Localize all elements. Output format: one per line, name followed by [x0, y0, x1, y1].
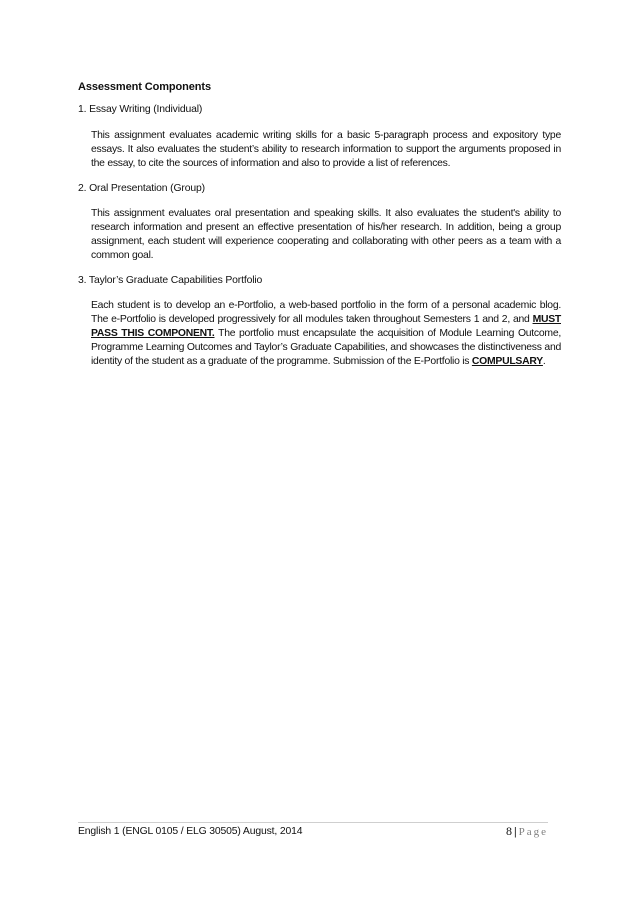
page-word: Page — [518, 826, 548, 838]
footer-rule — [78, 822, 548, 823]
must-pass-emphasis: MUST PASS THIS COMPONENT. — [91, 314, 561, 339]
section-title-portfolio: 3. Taylor’s Graduate Capabilities Portfolio — [78, 275, 263, 286]
portfolio-text-2: The portfolio must encapsulate the acquisition of Module Learning Outcome, Programme Learning Outcomes and Taylor’s Graduate Capabilities, and showcases the distinctiveness and identity of the student as a graduate of the programme. Submission of the E-Portfolio is — [91, 328, 561, 367]
section-title-oral-presentation: 2. Oral Presentation (Group) — [78, 183, 205, 194]
footer-separator: | — [513, 824, 517, 838]
portfolio-text-1: Each student is to develop an e-Portfolio, a web-based portfolio in the form of a personal academic blog. The e-Portfolio is developed progressively for all modules taken throughout Semesters 1 and 2, and — [91, 300, 561, 325]
section-body-essay-writing: This assignment evaluates academic writing skills for a basic 5-paragraph process and expository type essays. It also evaluates the student’s ability to research information to support the arguments proposed in the essay, to cite the sources of information and also to provide a list of references. — [91, 130, 561, 169]
compulsary-emphasis: COMPULSARY — [471, 356, 543, 367]
section-body-portfolio — [91, 299, 561, 369]
page-heading: Assessment Components — [78, 81, 211, 93]
portfolio-text-3: . — [542, 356, 546, 367]
footer-page-label — [506, 824, 548, 839]
section-body-oral-presentation: This assignment evaluates oral presentation and speaking skills. It also evaluates the student's ability to research information and present an effective presentation of his/her research. In addition, being a group assignment, each student will experience cooperating and collaborating with other peers as a team with a common goal. — [91, 208, 561, 261]
page-number: 8 — [505, 824, 512, 838]
section-title-essay-writing: 1. Essay Writing (Individual) — [78, 104, 203, 115]
footer-course: English 1 (ENGL 0105 / ELG 30505) August, 2014 — [78, 826, 303, 837]
